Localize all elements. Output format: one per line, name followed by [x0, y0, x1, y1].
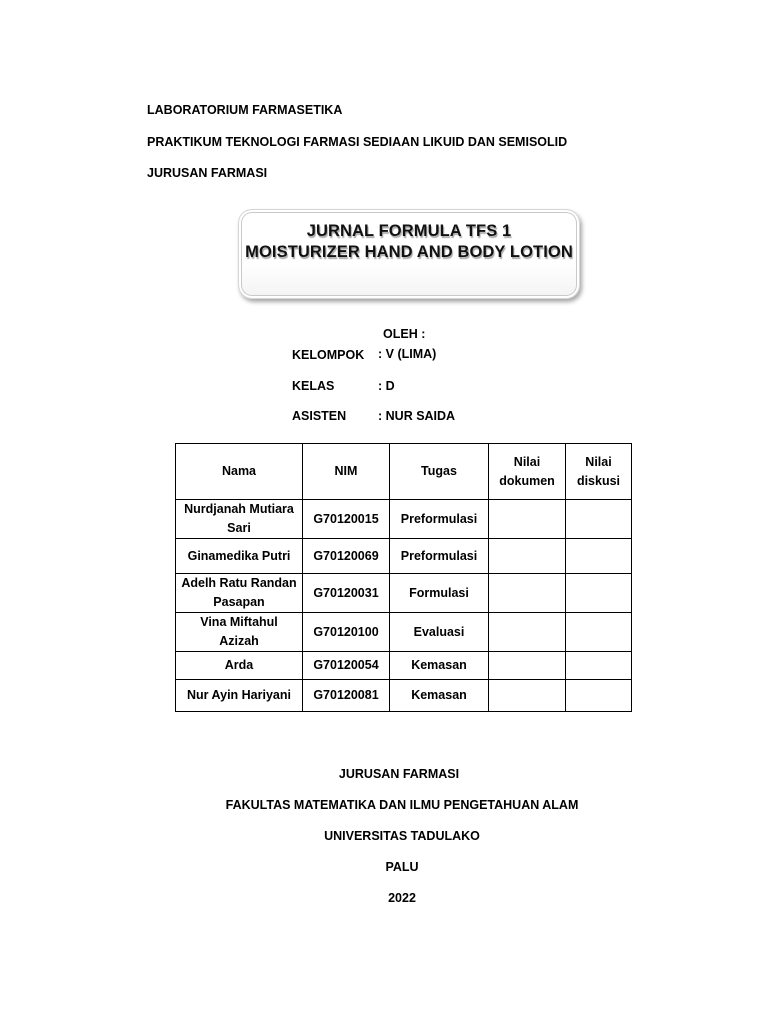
header-nim: NIM: [303, 444, 390, 500]
asisten-value: : NUR SAIDA: [378, 409, 456, 423]
department-name: JURUSAN FARMASI: [147, 166, 268, 180]
kelompok-label: KELOMPOK: [292, 348, 365, 362]
cell-tugas: Kemasan: [390, 680, 489, 712]
cell-nilai-diskusi: [566, 680, 632, 712]
lab-name: LABORATORIUM FARMASETIKA: [147, 103, 343, 117]
document-title: JURNAL FORMULA TFS 1: [306, 222, 512, 240]
document-subtitle: MOISTURIZER HAND AND BODY LOTION: [245, 243, 573, 261]
cell-nilai-dokumen: [489, 539, 566, 574]
cell-nilai-diskusi: [566, 613, 632, 652]
footer-year: 2022: [388, 891, 416, 905]
cell-tugas: Evaluasi: [390, 613, 489, 652]
cell-nim: G70120100: [303, 613, 390, 652]
cell-nama: Vina Miftahul Azizah: [176, 613, 303, 652]
table-row: [176, 652, 632, 680]
table-row: [176, 539, 632, 574]
cell-nama: Adelh Ratu Randan Pasapan: [176, 574, 303, 613]
cell-nim: G70120015: [303, 500, 390, 539]
cell-nama: Nurdjanah Mutiara Sari: [176, 500, 303, 539]
footer-city: PALU: [385, 860, 419, 874]
cell-nilai-diskusi: [566, 539, 632, 574]
table-row: [176, 613, 632, 652]
members-table: [175, 443, 632, 712]
footer-department: JURUSAN FARMASI: [338, 767, 460, 781]
cell-tugas: Formulasi: [390, 574, 489, 613]
cell-nilai-dokumen: [489, 613, 566, 652]
cell-nim: G70120069: [303, 539, 390, 574]
header-nama: Nama: [176, 444, 303, 500]
kelas-value: : D: [378, 379, 395, 393]
table-header-row: [176, 444, 632, 500]
oleh-label: OLEH :: [383, 327, 426, 341]
kelompok-value: : V (LIMA): [378, 347, 437, 361]
asisten-label: ASISTEN: [292, 409, 347, 423]
table-row: [176, 574, 632, 613]
cell-nim: G70120054: [303, 652, 390, 680]
header-nilai-diskusi: Nilai diskusi: [566, 444, 632, 500]
header-tugas: Tugas: [390, 444, 489, 500]
cell-tugas: Preformulasi: [390, 539, 489, 574]
cell-nilai-diskusi: [566, 652, 632, 680]
cell-nilai-dokumen: [489, 574, 566, 613]
cell-nama: Arda: [176, 652, 303, 680]
title-box: [238, 209, 580, 299]
footer-faculty: FAKULTAS MATEMATIKA DAN ILMU PENGETAHUAN ALAM: [225, 798, 579, 812]
cell-nim: G70120081: [303, 680, 390, 712]
cell-nilai-dokumen: [489, 680, 566, 712]
cell-nama: Ginamedika Putri: [176, 539, 303, 574]
table-row: [176, 680, 632, 712]
cell-nilai-dokumen: [489, 500, 566, 539]
cell-nama: Nur Ayin Hariyani: [176, 680, 303, 712]
header-nilai-dokumen: Nilai dokumen: [489, 444, 566, 500]
cell-nim: G70120031: [303, 574, 390, 613]
course-name: PRAKTIKUM TEKNOLOGI FARMASI SEDIAAN LIKUID DAN SEMISOLID: [147, 135, 568, 149]
cell-tugas: Preformulasi: [390, 500, 489, 539]
cell-tugas: Kemasan: [390, 652, 489, 680]
table-row: [176, 500, 632, 539]
footer-university: UNIVERSITAS TADULAKO: [324, 829, 480, 843]
kelas-label: KELAS: [292, 379, 335, 393]
cell-nilai-diskusi: [566, 500, 632, 539]
cell-nilai-dokumen: [489, 652, 566, 680]
cell-nilai-diskusi: [566, 574, 632, 613]
